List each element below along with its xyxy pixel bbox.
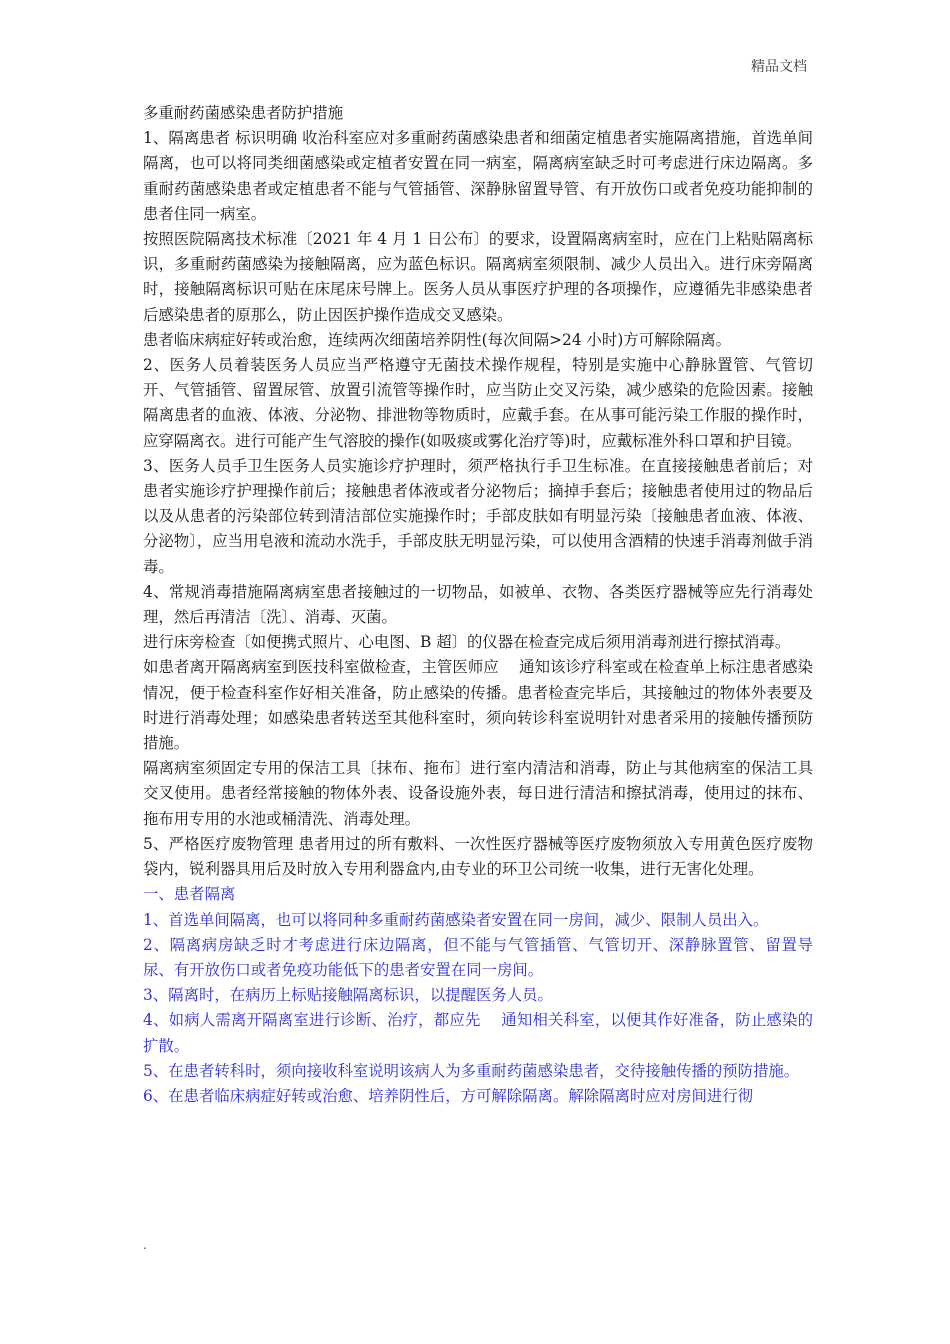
document-body bbox=[143, 101, 813, 1109]
paragraph: 4、常规消毒措施隔离病室患者接触过的一切物品，如被单、衣物、各类医疗器械等应先行消毒处理，然后再清洁〔洗〕、消毒、灭菌。 bbox=[143, 582, 813, 627]
footer-mark: . bbox=[143, 1238, 147, 1252]
header-label: 精品文档 bbox=[751, 59, 807, 75]
paragraph: 1、隔离患者 标识明确 收治科室应对多重耐药菌感染患者和细菌定植患者实施隔离措施，首选单间隔离，也可以将同类细菌感染或定植者安置在同一病室，隔离病室缺乏时可考虑进行床边隔离。多重耐药菌感染患者或定植患者不能与气管插管、深静脉留置导管、有开放伤口或者免疫功能抑制的患者住同一病室。 bbox=[143, 129, 813, 223]
paragraph: 患者临床病症好转或治愈，连续两次细菌培养阴性(每次间隔>24 小时)方可解除隔离。 bbox=[143, 330, 732, 349]
list-item: 3、隔离时，在病历上标贴接触隔离标识，以提醒医务人员。 bbox=[143, 986, 553, 1005]
paragraph: 进行床旁检查〔如便携式照片、心电图、B 超〕的仪器在检查完成后须用消毒剂进行擦拭消毒。 bbox=[143, 633, 791, 652]
paragraph: 如患者离开隔离病室到医技科室做检查，主管医师应 通知该诊疗科室或在检查单上标注患者感染情况，便于检查科室作好相关准备，防止感染的传播。患者检查完毕后，其接触过的物体外表要及时进行消毒处理；如感染患者转送至其他科室时，须向转诊科室说明针对患者采用的接触传播预防措施。 bbox=[143, 658, 813, 753]
list-item: 1、首选单间隔离，也可以将同种多重耐药菌感染者安置在同一房间，减少、限制人员出入。 bbox=[143, 910, 769, 929]
section-heading: 一、患者隔离 bbox=[143, 885, 236, 904]
list-item: 2、隔离病房缺乏时才考虑进行床边隔离，但不能与气管插管、气管切开、深静脉置管、留置导尿、有开放伤口或者免疫功能低下的患者安置在同一房间。 bbox=[143, 935, 813, 979]
paragraph: 按照医院隔离技术标准〔2021 年 4 月 1 日公布〕的要求，设置隔离病室时，应在门上粘贴隔离标识，多重耐药菌感染为接触隔离，应为蓝色标识。隔离病室须限制、减少人员出入。进行床旁隔离时，接触隔离标识可贴在床尾床号牌上。医务人员从事医疗护理的各项操作，应遵循先非感染患者后感染患者的原那么，防止因医护操作造成交叉感染。 bbox=[143, 230, 813, 324]
list-item: 5、在患者转科时，须向接收科室说明该病人为多重耐药菌感染患者，交待接触传播的预防措施。 bbox=[143, 1061, 800, 1080]
document-title: 多重耐药菌感染患者防护措施 bbox=[143, 104, 344, 122]
paragraph: 5、严格医疗废物管理 患者用过的所有敷料、一次性医疗器械等医疗废物须放入专用黄色医疗废物袋内，锐利器具用后及时放入专用利器盒内,由专业的环卫公司统一收集，进行无害化处理。 bbox=[143, 834, 813, 879]
list-item: 4、如病人需离开隔离室进行诊断、治疗，都应先 通知相关科室，以便其作好准备，防止感染的扩散。 bbox=[143, 1011, 813, 1055]
paragraph: 2、医务人员着装医务人员应当严格遵守无菌技术操作规程，特别是实施中心静脉置管、气管切开、气管插管、留置尿管、放置引流管等操作时，应当防止交叉污染，减少感染的危险因素。接触隔离患者的血液、体液、分泌物、排泄物等物质时，应戴手套。在从事可能污染工作服的操作时，应穿隔离衣。进行可能产生气溶胶的操作(如吸痰或雾化治疗等)时，应戴标准外科口罩和护目镜。 bbox=[143, 356, 813, 450]
list-item: 6、在患者临床病症好转或治愈、培养阴性后，方可解除隔离。解除隔离时应对房间进行彻 bbox=[143, 1086, 754, 1105]
paragraph: 3、医务人员手卫生医务人员实施诊疗护理时，须严格执行手卫生标准。在直接接触患者前后；对患者实施诊疗护理操作前后；接触患者体液或者分泌物后；摘掉手套后；接触患者使用过的物品后以及从患者的污染部位转到清洁部位实施操作时；手部皮肤如有明显污染〔接触患者血液、体液、分泌物〕，应当用皂液和流动水洗手，手部皮肤无明显污染，可以使用含酒精的快速手消毒剂做手消毒。 bbox=[143, 456, 813, 576]
paragraph: 隔离病室须固定专用的保洁工具〔抹布、拖布〕进行室内清洁和消毒，防止与其他病室的保洁工具交叉使用。患者经常接触的物体外表、设备设施外表，每日进行清洁和擦拭消毒，使用过的抹布、拖布用专用的水池或桶清洗、消毒处理。 bbox=[143, 759, 813, 828]
